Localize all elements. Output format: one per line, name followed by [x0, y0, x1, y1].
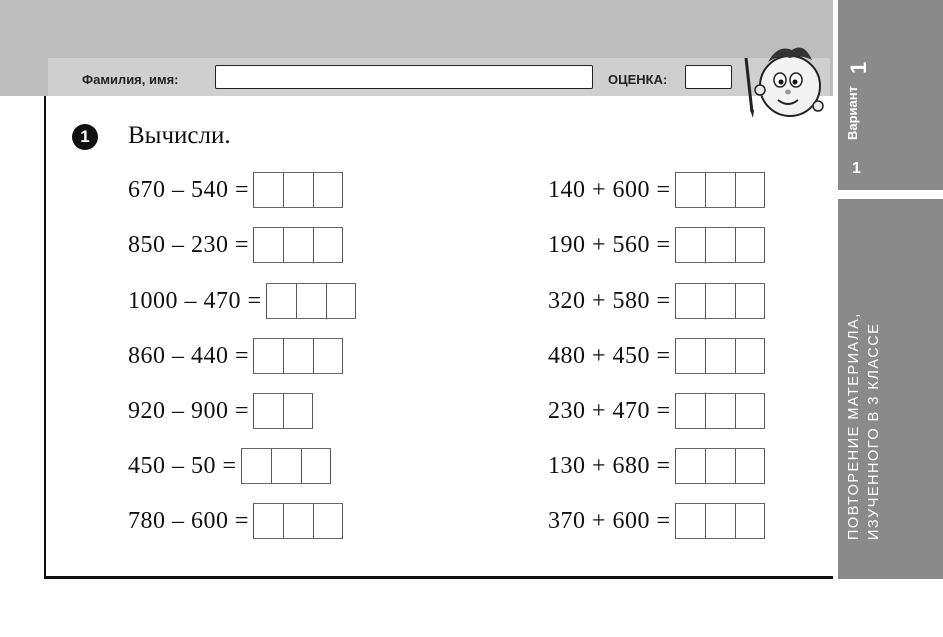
answer-cell[interactable]: [326, 283, 356, 319]
answer-cell[interactable]: [283, 172, 313, 208]
answer-cell[interactable]: [735, 393, 765, 429]
answer-grid[interactable]: [675, 172, 765, 208]
answer-cell[interactable]: [675, 503, 705, 539]
grade-label: ОЦЕНКА:: [608, 72, 668, 87]
answer-cell[interactable]: [705, 393, 735, 429]
answer-grid[interactable]: [675, 227, 765, 263]
answer-grid[interactable]: [241, 448, 331, 484]
topic-line-2: ИЗУЧЕННОГО В 3 КЛАССЕ: [866, 322, 882, 540]
answer-grid[interactable]: [253, 503, 343, 539]
answer-cell[interactable]: [253, 503, 283, 539]
answer-cell[interactable]: [705, 448, 735, 484]
answer-grid[interactable]: [266, 283, 356, 319]
exercise-expression: 780 – 600 =: [128, 507, 250, 534]
exercise-row: [548, 338, 765, 374]
answer-cell[interactable]: [675, 227, 705, 263]
exercise-expression: 370 + 600 =: [548, 507, 671, 534]
exercise-expression: 920 – 900 =: [128, 397, 250, 424]
answer-cell[interactable]: [675, 172, 705, 208]
answer-grid[interactable]: [675, 393, 765, 429]
exercise-expression: 320 + 580 =: [548, 287, 671, 314]
answer-grid[interactable]: [253, 393, 313, 429]
answer-grid[interactable]: [675, 283, 765, 319]
answer-grid[interactable]: [253, 172, 343, 208]
page-number: 1: [852, 160, 861, 177]
frame-left-border: [44, 96, 46, 578]
exercise-expression: 130 + 680 =: [548, 452, 671, 479]
exercise-row: [128, 448, 331, 484]
exercise-expression: 670 – 540 =: [128, 176, 250, 203]
answer-cell[interactable]: [705, 338, 735, 374]
exercise-row: [548, 448, 765, 484]
name-field[interactable]: [215, 65, 593, 89]
answer-cell[interactable]: [301, 448, 331, 484]
exercise-row: [548, 283, 765, 319]
answer-cell[interactable]: [253, 227, 283, 263]
answer-cell[interactable]: [283, 393, 313, 429]
answer-cell[interactable]: [313, 338, 343, 374]
answer-cell[interactable]: [675, 393, 705, 429]
answer-cell[interactable]: [253, 338, 283, 374]
variant-number: 1: [846, 61, 871, 74]
answer-cell[interactable]: [296, 283, 326, 319]
answer-grid[interactable]: [675, 503, 765, 539]
answer-grid[interactable]: [253, 227, 343, 263]
answer-cell[interactable]: [313, 227, 343, 263]
mascot-icon: [738, 40, 830, 122]
answer-cell[interactable]: [266, 283, 296, 319]
variant-label: Вариант: [845, 86, 860, 140]
answer-cell[interactable]: [675, 338, 705, 374]
exercise-expression: 860 – 440 =: [128, 342, 250, 369]
frame-bottom-border: [44, 576, 833, 579]
answer-cell[interactable]: [283, 503, 313, 539]
exercise-row: [128, 227, 343, 263]
answer-cell[interactable]: [283, 227, 313, 263]
answer-cell[interactable]: [675, 448, 705, 484]
grade-field[interactable]: [685, 65, 732, 89]
answer-cell[interactable]: [735, 338, 765, 374]
exercise-expression: 480 + 450 =: [548, 342, 671, 369]
answer-cell[interactable]: [735, 227, 765, 263]
answer-grid[interactable]: [675, 448, 765, 484]
name-label: Фамилия, имя:: [82, 72, 179, 87]
answer-cell[interactable]: [735, 283, 765, 319]
exercise-row: [548, 393, 765, 429]
answer-cell[interactable]: [271, 448, 301, 484]
answer-cell[interactable]: [705, 503, 735, 539]
answer-cell[interactable]: [253, 172, 283, 208]
answer-cell[interactable]: [313, 503, 343, 539]
answer-cell[interactable]: [283, 338, 313, 374]
exercise-row: [128, 172, 343, 208]
exercise-row: [548, 227, 765, 263]
exercise-row: [548, 172, 765, 208]
answer-cell[interactable]: [313, 172, 343, 208]
exercise-row: [128, 503, 343, 539]
answer-grid[interactable]: [675, 338, 765, 374]
exercise-expression: 850 – 230 =: [128, 231, 250, 258]
exercise-row: [128, 338, 343, 374]
exercise-row: [128, 283, 356, 319]
answer-cell[interactable]: [241, 448, 271, 484]
exercise-row: [128, 393, 313, 429]
task-number-badge: 1: [72, 124, 98, 150]
topic-line-1: ПОВТОРЕНИЕ МАТЕРИАЛА,: [846, 312, 862, 540]
answer-cell[interactable]: [735, 503, 765, 539]
answer-cell[interactable]: [705, 172, 735, 208]
answer-grid[interactable]: [253, 338, 343, 374]
answer-cell[interactable]: [705, 227, 735, 263]
exercise-expression: 450 – 50 =: [128, 452, 237, 479]
exercise-expression: 230 + 470 =: [548, 397, 671, 424]
exercise-expression: 140 + 600 =: [548, 176, 671, 203]
answer-cell[interactable]: [705, 283, 735, 319]
task-title: Вычисли.: [128, 122, 231, 149]
exercise-expression: 1000 – 470 =: [128, 287, 262, 314]
exercise-row: [548, 503, 765, 539]
answer-cell[interactable]: [735, 172, 765, 208]
answer-cell[interactable]: [675, 283, 705, 319]
exercise-expression: 190 + 560 =: [548, 231, 671, 258]
answer-cell[interactable]: [735, 448, 765, 484]
answer-cell[interactable]: [253, 393, 283, 429]
